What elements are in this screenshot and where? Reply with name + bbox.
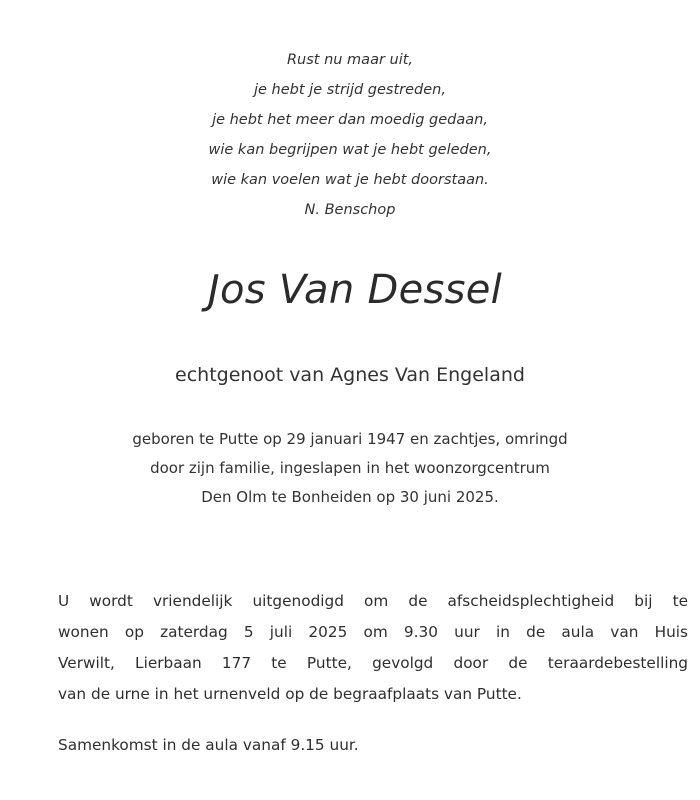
details-line: geboren te Putte op 29 januari 1947 en zachtjes, omringd	[132, 430, 568, 448]
funeral-invitation	[58, 586, 688, 710]
deceased-name: Jos Van Dessel	[207, 267, 503, 313]
details-line: Den Olm te Bonheiden op 30 juni 2025.	[201, 488, 499, 506]
invitation-line: U wordt vriendelijk uitgenodigd om de afscheidsplechtigheid bij te	[58, 592, 688, 610]
poem-line: je hebt het meer dan moedig gedaan,	[212, 112, 488, 128]
invitation-line: van de urne in het urnenveld op de begraafplaats van Putte.	[58, 685, 522, 703]
poem-author: N. Benschop	[304, 202, 396, 218]
spouse-line: echtgenoot van Agnes Van Engeland	[175, 364, 525, 386]
details-line: door zijn familie, ingeslapen in het woonzorgcentrum	[150, 459, 550, 477]
poem-line: wie kan begrijpen wat je hebt geleden,	[208, 142, 492, 158]
invitation-line: wonen op zaterdag 5 juli 2025 om 9.30 uur in de aula van Huis	[58, 623, 688, 641]
gathering-note: Samenkomst in de aula vanaf 9.15 uur.	[58, 736, 359, 754]
poem-line: Rust nu maar uit,	[286, 52, 414, 68]
poem-line: wie kan voelen wat je hebt doorstaan.	[211, 172, 489, 188]
memorial-poem	[0, 45, 700, 225]
birth-death-details	[0, 425, 700, 512]
poem-line: je hebt je strijd gestreden,	[254, 82, 446, 98]
invitation-line: Verwilt, Lierbaan 177 te Putte, gevolgd door de teraardebestelling	[58, 654, 688, 672]
